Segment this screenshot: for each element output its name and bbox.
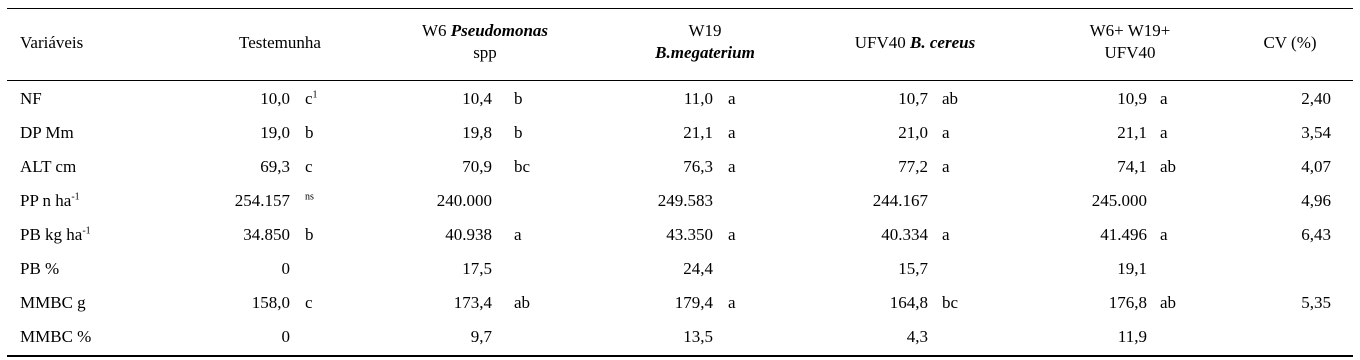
cell-significance-letter — [942, 89, 958, 109]
cell-significance-letter — [514, 123, 523, 143]
variable-label: ALT cm — [20, 157, 77, 176]
cell-significance-letter — [942, 123, 950, 143]
cell-value: 245.000 — [1091, 191, 1147, 210]
cell-value: 21,1 — [683, 123, 713, 142]
cell-significance-letter — [728, 89, 736, 109]
cell-value: 10,9 — [1117, 89, 1147, 108]
cell-cv: 3,54 — [1301, 123, 1331, 142]
cell-value: 11,9 — [1117, 327, 1147, 346]
significance-letter: a — [942, 123, 950, 142]
significance-letter: bc — [514, 157, 531, 176]
cell-value: 164,8 — [889, 293, 928, 312]
row-variable-name — [20, 191, 80, 211]
cell-significance-letter — [305, 89, 318, 109]
cell-value: 244.167 — [872, 191, 928, 210]
cell-significance-letter — [728, 123, 736, 143]
cell-significance-letter — [728, 225, 736, 245]
significance-superscript: ns — [305, 191, 314, 203]
significance-letter: a — [942, 225, 950, 244]
cell-value: 19,0 — [260, 123, 290, 142]
cell-value: 70,9 — [462, 157, 492, 176]
cell-significance-letter — [514, 293, 530, 313]
row-variable-name — [20, 157, 76, 177]
significance-letter: bc — [942, 293, 959, 312]
significance-letter: a — [1160, 89, 1168, 108]
cell-value: 9,7 — [470, 327, 492, 346]
row-variable-name — [20, 225, 91, 245]
variable-label: MMBC g — [20, 293, 86, 312]
variable-label: DP Mm — [20, 123, 74, 142]
cell-cv: 4,96 — [1301, 191, 1331, 210]
cell-value: 40.938 — [445, 225, 492, 244]
cell-value: 19,1 — [1117, 259, 1147, 278]
cell-cv: 6,43 — [1301, 225, 1331, 244]
variable-label: NF — [20, 89, 42, 108]
cell-significance-letter — [942, 293, 958, 313]
header-w19: W19 B.megaterium — [655, 21, 755, 62]
variable-label: PB kg ha — [20, 225, 83, 244]
cell-value: 17,5 — [462, 259, 492, 278]
cell-value: 4,3 — [906, 327, 928, 346]
cell-value: 76,3 — [683, 157, 713, 176]
header-w6: W6 Pseudomonas spp — [421, 21, 549, 62]
cell-value: 173,4 — [453, 293, 492, 312]
significance-letter: a — [728, 89, 736, 108]
row-variable-name — [20, 89, 42, 109]
significance-letter: a — [728, 123, 736, 142]
cell-value: 24,4 — [683, 259, 713, 278]
cell-value: 0 — [281, 327, 290, 346]
significance-letter: ab — [1160, 157, 1177, 176]
cell-significance-letter — [305, 225, 314, 245]
cell-value: 158,0 — [251, 293, 290, 312]
significance-letter: c — [305, 293, 313, 312]
cell-cv: 5,35 — [1301, 293, 1331, 312]
cell-value: 176,8 — [1108, 293, 1147, 312]
cell-cv: 2,40 — [1301, 89, 1331, 108]
significance-letter: ab — [1160, 293, 1177, 312]
bottom-rule — [7, 355, 1353, 357]
cell-value: 240.000 — [436, 191, 492, 210]
significance-letter: c — [305, 157, 313, 176]
cell-value: 13,5 — [683, 327, 713, 346]
cell-value: 249.583 — [657, 191, 713, 210]
cell-value: 21,1 — [1117, 123, 1147, 142]
significance-letter: ab — [942, 89, 959, 108]
cell-value: 10,4 — [462, 89, 492, 108]
top-rule — [7, 8, 1353, 9]
header-variables: Variáveis — [20, 33, 84, 52]
cell-value: 10,0 — [260, 89, 290, 108]
significance-letter: a — [514, 225, 522, 244]
significance-letter: a — [1160, 225, 1168, 244]
cell-significance-letter — [1160, 225, 1168, 245]
cell-significance-letter — [514, 157, 530, 177]
significance-letter: ab — [514, 293, 531, 312]
cell-significance-letter — [1160, 157, 1176, 177]
cell-value: 254.157 — [234, 191, 290, 210]
header-combined: W6+ W19+ UFV40 — [1089, 21, 1171, 62]
cell-value: 74,1 — [1117, 157, 1147, 176]
cell-cv: 4,07 — [1301, 157, 1331, 176]
variable-label: MMBC % — [20, 327, 92, 346]
variable-unit-exponent: -1 — [71, 191, 80, 203]
cell-value: 0 — [281, 259, 290, 278]
cell-value: 77,2 — [898, 157, 928, 176]
variable-label: PP n ha — [20, 191, 72, 210]
cell-value: 10,7 — [898, 89, 928, 108]
header-cv: CV (%) — [1263, 33, 1317, 52]
significance-superscript: 1 — [312, 89, 318, 101]
cell-significance-letter — [305, 293, 313, 313]
variable-label: PB % — [20, 259, 60, 278]
variable-unit-exponent: -1 — [82, 225, 91, 237]
cell-value: 34.850 — [243, 225, 290, 244]
cell-value: 179,4 — [674, 293, 713, 312]
cell-value: 40.334 — [881, 225, 928, 244]
cell-significance-letter — [942, 157, 950, 177]
row-variable-name — [20, 327, 91, 347]
cell-significance-letter — [728, 293, 736, 313]
significance-letter: b — [514, 89, 523, 108]
significance-letter: b — [305, 123, 314, 142]
header-ufv40: UFV40 B. cereus — [854, 33, 976, 52]
cell-value: 69,3 — [260, 157, 290, 176]
cell-value: 43.350 — [666, 225, 713, 244]
significance-letter: b — [514, 123, 523, 142]
cell-significance-letter — [514, 225, 522, 245]
significance-letter: c — [305, 89, 313, 108]
cell-significance-letter — [1160, 89, 1168, 109]
cell-significance-letter — [728, 157, 736, 177]
row-variable-name — [20, 259, 59, 279]
significance-letter: a — [942, 157, 950, 176]
cell-value: 15,7 — [898, 259, 928, 278]
header-rule — [7, 80, 1353, 81]
cell-significance-letter — [1160, 293, 1176, 313]
cell-significance-letter — [942, 225, 950, 245]
cell-value: 19,8 — [462, 123, 492, 142]
row-variable-name — [20, 123, 74, 143]
significance-letter: a — [728, 225, 736, 244]
significance-letter: b — [305, 225, 314, 244]
significance-letter: a — [728, 293, 736, 312]
cell-value: 21,0 — [898, 123, 928, 142]
cell-significance-letter — [1160, 123, 1168, 143]
cell-significance-letter — [305, 123, 314, 143]
cell-significance-letter — [514, 89, 523, 109]
cell-significance-letter — [305, 157, 313, 177]
header-testemunha: Testemunha — [239, 33, 321, 52]
cell-value: 41.496 — [1100, 225, 1147, 244]
cell-significance-letter — [305, 191, 314, 211]
significance-letter: a — [1160, 123, 1168, 142]
row-variable-name — [20, 293, 86, 313]
significance-letter: a — [728, 157, 736, 176]
cell-value: 11,0 — [683, 89, 713, 108]
